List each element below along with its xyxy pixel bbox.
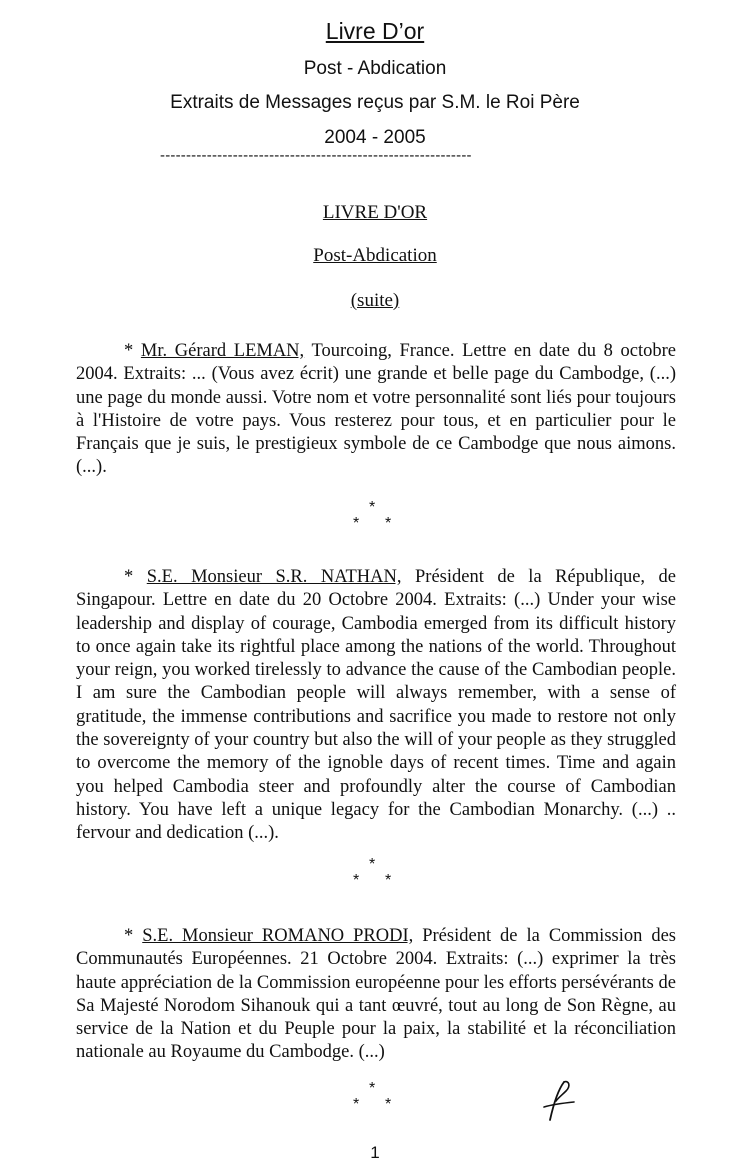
entry-text: Président de la Commission des Communautés Européennes. 21 Octobre 2004. Extraits: (...) exprimer la très haute appréciation de la Commission européenne pour les efforts persévérants de Sa Majesté Norodom Sihanouk qui a tant œuvré, tout au long de Son Règne, au service de la Nation et du Peuple pour la paix, la stabilité et la réconciliation nationale au Royaume du Cambodge. (...) bbox=[76, 926, 676, 1063]
entry-bullet: * bbox=[124, 926, 143, 946]
star-icon: * bbox=[385, 872, 392, 889]
star-icon: * bbox=[353, 515, 360, 532]
document-title: Livre D’or bbox=[325, 18, 425, 44]
section-suite: (suite) bbox=[350, 290, 400, 311]
star-icon: * bbox=[369, 1080, 376, 1097]
document-years: 2004 - 2005 bbox=[324, 127, 426, 148]
message-entry bbox=[76, 925, 676, 1065]
message-paragraph bbox=[76, 925, 676, 1065]
page-number: 1 bbox=[370, 1143, 380, 1162]
asterism-divider bbox=[345, 857, 405, 897]
star-icon: * bbox=[369, 856, 376, 873]
entry-sender-name: S.E. Monsieur S.R. NATHAN, bbox=[146, 567, 402, 587]
message-paragraph bbox=[76, 566, 676, 846]
star-icon: * bbox=[369, 499, 376, 516]
entry-bullet: * bbox=[124, 567, 147, 587]
document-extraits-heading: Extraits de Messages reçus par S.M. le Roi Père bbox=[170, 92, 580, 113]
star-icon: * bbox=[385, 1096, 392, 1113]
asterism-divider bbox=[345, 1081, 405, 1121]
star-icon: * bbox=[385, 515, 392, 532]
entry-sender-name: Mr. Gérard LEMAN, bbox=[140, 341, 305, 361]
message-entry bbox=[76, 340, 676, 480]
entry-sender-name: S.E. Monsieur ROMANO PRODI, bbox=[142, 926, 414, 946]
entry-text: Tourcoing, France. Lettre en date du 8 octobre 2004. Extraits: ... (Vous avez écrit) une grande et belle page du Cambodge, (...) une page du monde aussi. Votre nom et votre personnalité sont liés pour toujours à l'Histoire de votre pays. Vous resterez pour tous, et en particulier pour le Français que je suis, le prestigieux symbole de ce Cambodge que nous aimons. (...). bbox=[76, 341, 677, 478]
section-subtitle: Post-Abdication bbox=[313, 245, 437, 266]
signature-initial-icon bbox=[536, 1076, 586, 1126]
entry-bullet: * bbox=[124, 341, 141, 361]
document-subtitle: Post - Abdication bbox=[303, 58, 447, 79]
message-entry bbox=[76, 566, 676, 846]
section-title: LIVRE D'OR bbox=[322, 202, 428, 223]
entry-text: Président de la République, de Singapour. Lettre en date du 20 Octobre 2004. Extraits: (...) Under your wise leadership and display of courage, Cambodia emerged from its difficult history to once again take its rightful place among the nations of the world. Throughout your reign, you worked tirelessly to advance the cause of the Cambodian people. I am sure the Cambodian people will always remember, with a sense of gratitude, the immense contributions and sacrifice you made to restore not only the sovereignty of your country but also the will of your people as they struggled to overcome the memory of the ignoble days of recent times. Time and again you helped Cambodia steer and profoundly alter the course of Cambodian history. You have left a unique legacy for the Cambodian Monarchy. (...) .. fervour and dedication (...). bbox=[76, 567, 677, 844]
star-icon: * bbox=[353, 1096, 360, 1113]
asterism-divider bbox=[345, 500, 405, 540]
message-paragraph bbox=[76, 340, 676, 480]
dashed-separator: ------------------------------------------------------------ bbox=[160, 147, 472, 164]
star-icon: * bbox=[353, 872, 360, 889]
